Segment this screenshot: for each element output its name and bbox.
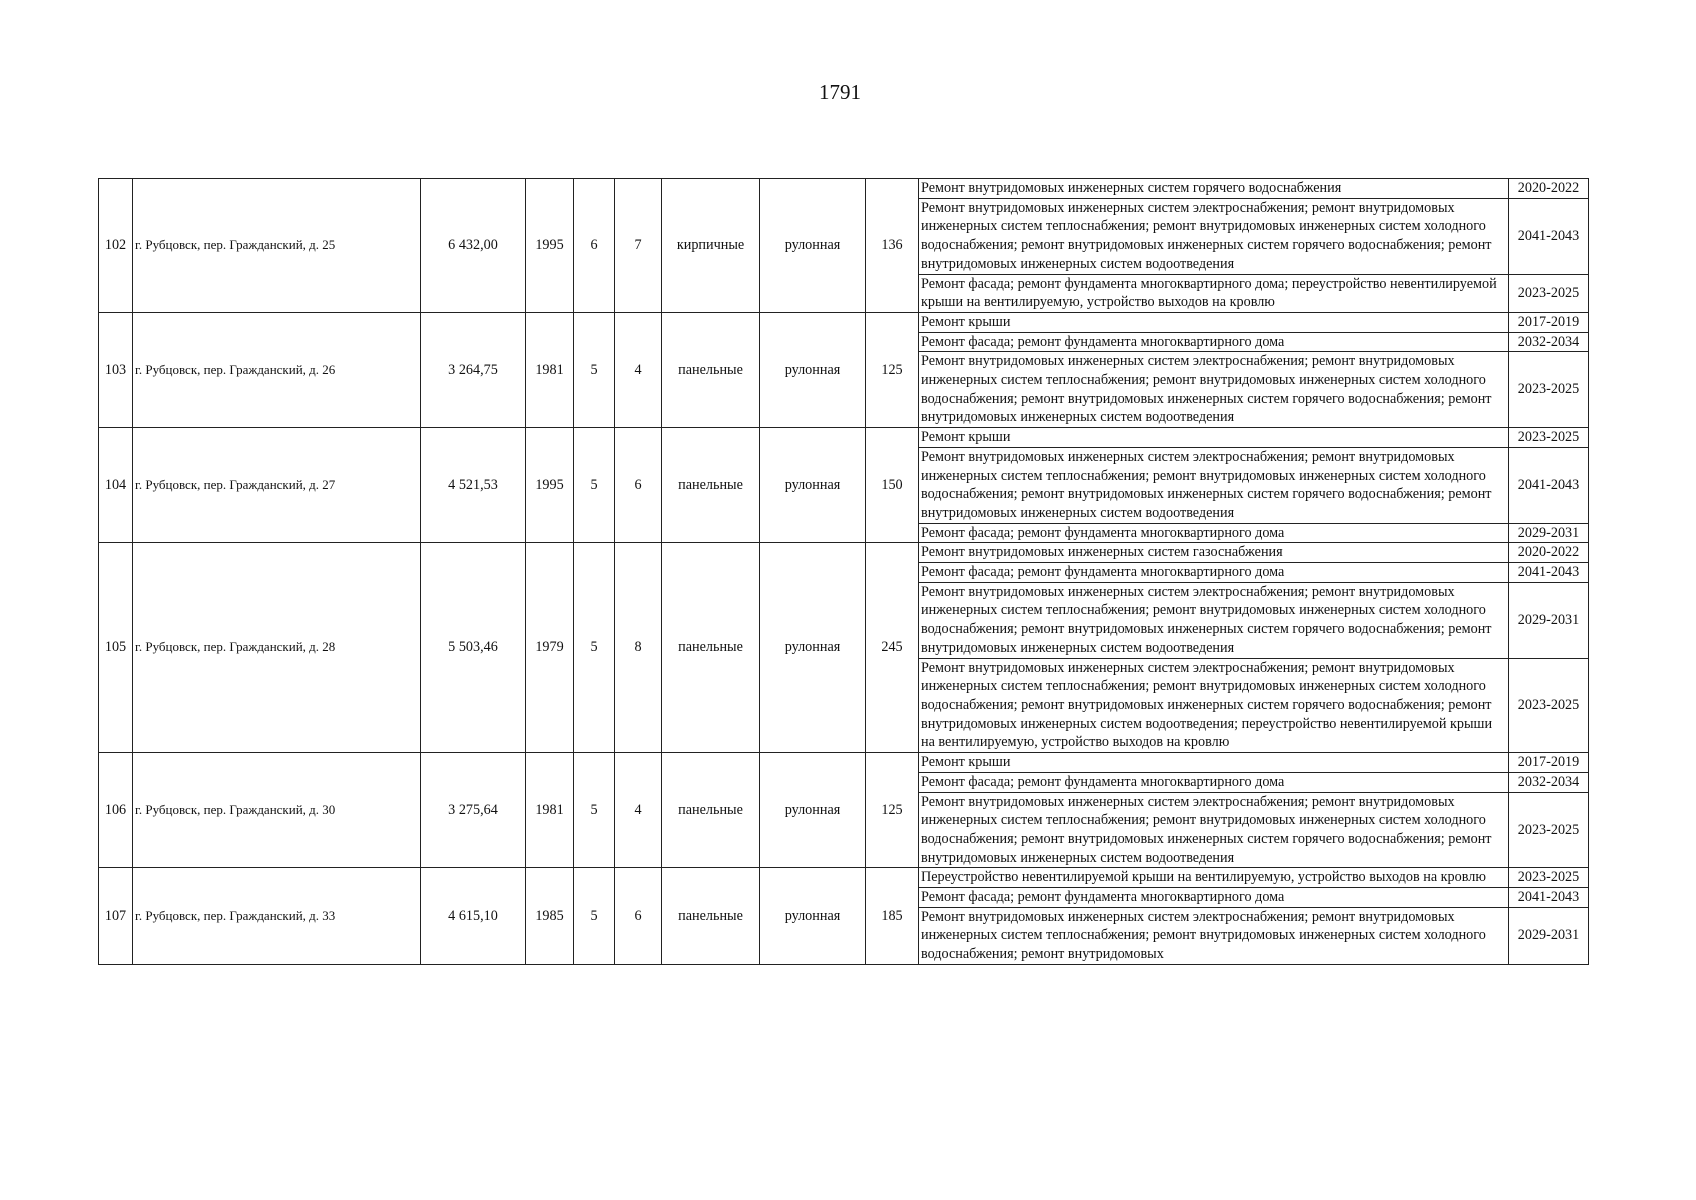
area-cell: 3 275,64 xyxy=(421,753,526,868)
work-description: Ремонт внутридомовых инженерных систем электроснабжения; ремонт внутридомовых инженерных систем теплоснабжения; ремонт внутридомовых инженерных систем холодного водоснабжения; ремонт внутридомовых инженерных систем горячего водоснабжения; ремонт внутридомовых инженерных систем водоотведения xyxy=(919,792,1509,868)
work-period: 2023-2025 xyxy=(1509,792,1589,868)
floors-cell: 5 xyxy=(574,428,615,543)
work-description: Ремонт внутридомовых инженерных систем электроснабжения; ремонт внутридомовых инженерных систем теплоснабжения; ремонт внутридомовых инженерных систем холодного водоснабжения; ремонт внутридомовых инженерных систем горячего водоснабжения; ремонт внутридомовых инженерных систем водоотведения; переустройство невентилируемой крыши на вентилируемую, устройство выходов на кровлю xyxy=(919,658,1509,753)
year-cell: 1981 xyxy=(526,312,574,427)
walls-cell: панельные xyxy=(662,753,760,868)
table-row xyxy=(99,868,1589,888)
row-number: 103 xyxy=(99,312,133,427)
address-cell: г. Рубцовск, пер. Гражданский, д. 28 xyxy=(133,543,421,753)
roof-cell: рулонная xyxy=(760,312,866,427)
work-period: 2023-2025 xyxy=(1509,274,1589,312)
work-period: 2023-2025 xyxy=(1509,868,1589,888)
work-period: 2029-2031 xyxy=(1509,907,1589,964)
work-description: Ремонт внутридомовых инженерных систем горячего водоснабжения xyxy=(919,179,1509,199)
table-row xyxy=(99,753,1589,773)
work-description: Переустройство невентилируемой крыши на вентилируемую, устройство выходов на кровлю xyxy=(919,868,1509,888)
area-cell: 6 432,00 xyxy=(421,179,526,313)
work-description: Ремонт внутридомовых инженерных систем электроснабжения; ремонт внутридомовых инженерных систем теплоснабжения; ремонт внутридомовых инженерных систем холодного водоснабжения; ремонт внутридомовых инженерных систем горячего водоснабжения; ремонт внутридомовых инженерных систем водоотведения xyxy=(919,582,1509,658)
floors-cell: 5 xyxy=(574,868,615,965)
residents-cell: 185 xyxy=(866,868,919,965)
work-period: 2023-2025 xyxy=(1509,658,1589,753)
table-row xyxy=(99,428,1589,448)
walls-cell: панельные xyxy=(662,312,760,427)
row-number: 107 xyxy=(99,868,133,965)
area-cell: 3 264,75 xyxy=(421,312,526,427)
roof-cell: рулонная xyxy=(760,868,866,965)
work-period: 2041-2043 xyxy=(1509,447,1589,523)
walls-cell: панельные xyxy=(662,543,760,753)
work-period: 2017-2019 xyxy=(1509,753,1589,773)
address-cell: г. Рубцовск, пер. Гражданский, д. 33 xyxy=(133,868,421,965)
work-description: Ремонт внутридомовых инженерных систем электроснабжения; ремонт внутридомовых инженерных систем теплоснабжения; ремонт внутридомовых инженерных систем холодного водоснабжения; ремонт внутридомовых инженерных систем горячего водоснабжения; ремонт внутридомовых инженерных систем водоотведения xyxy=(919,352,1509,428)
entrances-cell: 4 xyxy=(615,312,662,427)
work-description: Ремонт фасада; ремонт фундамента многоквартирного дома xyxy=(919,523,1509,543)
address-cell: г. Рубцовск, пер. Гражданский, д. 26 xyxy=(133,312,421,427)
walls-cell: кирпичные xyxy=(662,179,760,313)
work-period: 2029-2031 xyxy=(1509,523,1589,543)
address-cell: г. Рубцовск, пер. Гражданский, д. 25 xyxy=(133,179,421,313)
work-period: 2020-2022 xyxy=(1509,543,1589,563)
roof-cell: рулонная xyxy=(760,753,866,868)
address-cell: г. Рубцовск, пер. Гражданский, д. 27 xyxy=(133,428,421,543)
work-period: 2023-2025 xyxy=(1509,428,1589,448)
year-cell: 1995 xyxy=(526,428,574,543)
work-period: 2023-2025 xyxy=(1509,352,1589,428)
work-period: 2017-2019 xyxy=(1509,312,1589,332)
area-cell: 4 521,53 xyxy=(421,428,526,543)
work-description: Ремонт внутридомовых инженерных систем электроснабжения; ремонт внутридомовых инженерных систем теплоснабжения; ремонт внутридомовых инженерных систем холодного водоснабжения; ремонт внутридомовых xyxy=(919,907,1509,964)
roof-cell: рулонная xyxy=(760,179,866,313)
table-body xyxy=(99,179,1589,965)
work-period: 2029-2031 xyxy=(1509,582,1589,658)
work-description: Ремонт внутридомовых инженерных систем электроснабжения; ремонт внутридомовых инженерных систем теплоснабжения; ремонт внутридомовых инженерных систем холодного водоснабжения; ремонт внутридомовых инженерных систем горячего водоснабжения; ремонт внутридомовых инженерных систем водоотведения xyxy=(919,447,1509,523)
work-period: 2020-2022 xyxy=(1509,179,1589,199)
work-period: 2032-2034 xyxy=(1509,332,1589,352)
entrances-cell: 4 xyxy=(615,753,662,868)
entrances-cell: 7 xyxy=(615,179,662,313)
table-row xyxy=(99,543,1589,563)
walls-cell: панельные xyxy=(662,868,760,965)
work-description: Ремонт крыши xyxy=(919,312,1509,332)
year-cell: 1979 xyxy=(526,543,574,753)
floors-cell: 5 xyxy=(574,543,615,753)
work-description: Ремонт фасада; ремонт фундамента многоквартирного дома xyxy=(919,772,1509,792)
work-period: 2032-2034 xyxy=(1509,772,1589,792)
area-cell: 5 503,46 xyxy=(421,543,526,753)
work-description: Ремонт внутридомовых инженерных систем газоснабжения xyxy=(919,543,1509,563)
entrances-cell: 6 xyxy=(615,428,662,543)
residents-cell: 150 xyxy=(866,428,919,543)
row-number: 106 xyxy=(99,753,133,868)
residents-cell: 245 xyxy=(866,543,919,753)
floors-cell: 5 xyxy=(574,312,615,427)
year-cell: 1981 xyxy=(526,753,574,868)
entrances-cell: 8 xyxy=(615,543,662,753)
year-cell: 1985 xyxy=(526,868,574,965)
residents-cell: 125 xyxy=(866,753,919,868)
work-period: 2041-2043 xyxy=(1509,563,1589,583)
entrances-cell: 6 xyxy=(615,868,662,965)
work-description: Ремонт крыши xyxy=(919,753,1509,773)
work-description: Ремонт внутридомовых инженерных систем электроснабжения; ремонт внутридомовых инженерных систем теплоснабжения; ремонт внутридомовых инженерных систем холодного водоснабжения; ремонт внутридомовых инженерных систем горячего водоснабжения; ремонт внутридомовых инженерных систем водоотведения xyxy=(919,198,1509,274)
table-row xyxy=(99,312,1589,332)
row-number: 105 xyxy=(99,543,133,753)
address-cell: г. Рубцовск, пер. Гражданский, д. 30 xyxy=(133,753,421,868)
year-cell: 1995 xyxy=(526,179,574,313)
work-description: Ремонт фасада; ремонт фундамента многоквартирного дома xyxy=(919,332,1509,352)
work-description: Ремонт фасада; ремонт фундамента многоквартирного дома xyxy=(919,888,1509,908)
roof-cell: рулонная xyxy=(760,543,866,753)
page-number: 1791 xyxy=(819,80,861,104)
residents-cell: 136 xyxy=(866,179,919,313)
work-description: Ремонт фасада; ремонт фундамента многоквартирного дома; переустройство невентилируемой крыши на вентилируемую, устройство выходов на кровлю xyxy=(919,274,1509,312)
floors-cell: 5 xyxy=(574,753,615,868)
walls-cell: панельные xyxy=(662,428,760,543)
floors-cell: 6 xyxy=(574,179,615,313)
work-period: 2041-2043 xyxy=(1509,198,1589,274)
table-row xyxy=(99,179,1589,199)
repair-schedule-table xyxy=(98,178,1589,965)
work-description: Ремонт фасада; ремонт фундамента многоквартирного дома xyxy=(919,563,1509,583)
area-cell: 4 615,10 xyxy=(421,868,526,965)
roof-cell: рулонная xyxy=(760,428,866,543)
work-description: Ремонт крыши xyxy=(919,428,1509,448)
row-number: 104 xyxy=(99,428,133,543)
residents-cell: 125 xyxy=(866,312,919,427)
work-period: 2041-2043 xyxy=(1509,888,1589,908)
row-number: 102 xyxy=(99,179,133,313)
